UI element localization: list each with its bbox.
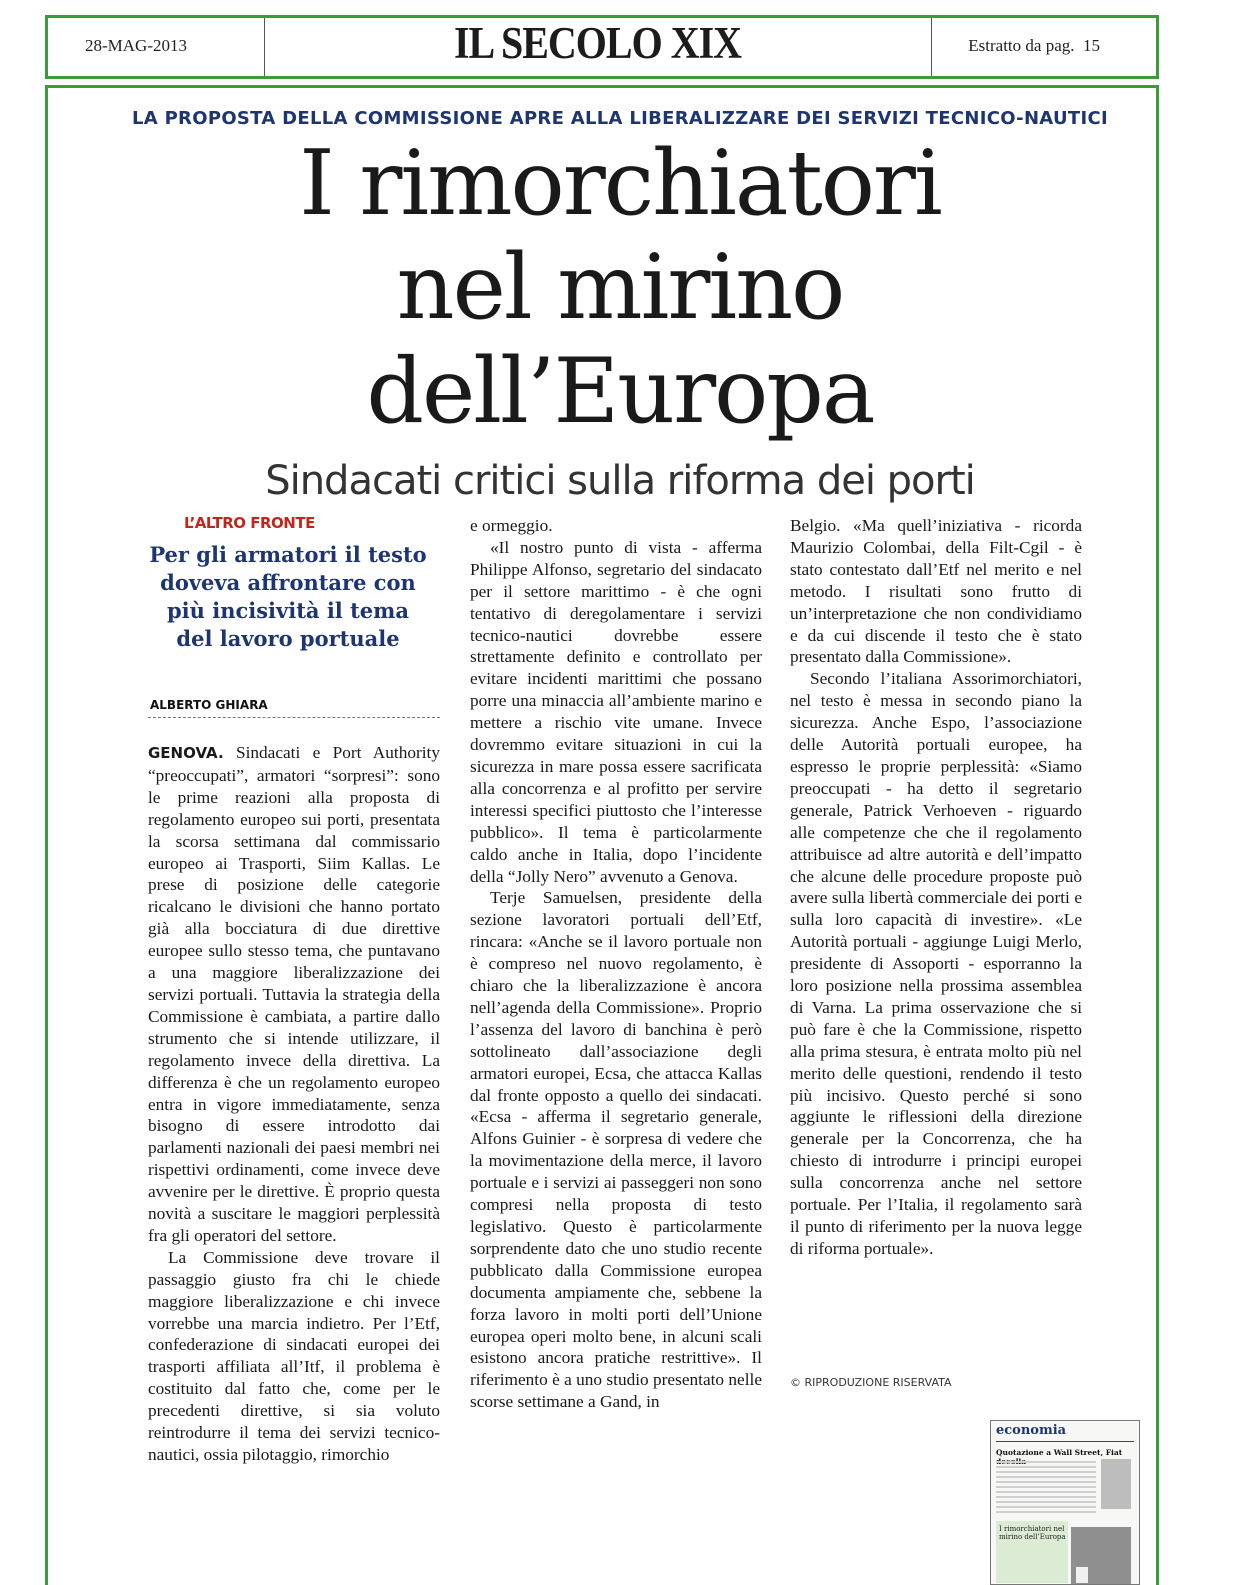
paragraph: e ormeggio. xyxy=(470,516,553,535)
paragraph: Secondo l’italiana Assorimorchiatori, nel testo è messa in secondo piano la sicurezza. Anche Espo, l’associazione delle Autorità portuali europee, ha espresso le proprie perplessità: «Siamo preoccupati - ha detto il segretario generale, Patrick Verhoeven - riguardo alle competenze che che il regolamento attribuisce ad altre autorità e dell’impatto che alcune delle procedure proposte può avere sulla libertà commerciale dei porti e sulla loro capacità di investire». «Le Autorità portuali - aggiunge Luigi Merlo, presidente di Assoporti - esporranno la loro posizione nella prossima assemblea di Varna. La prima osservazione che si può fare è che la Commissione, rispetto alla prima stesura, è entrata molto più nel merito delle questioni, rendendo il testo più incisivo. Questo perché si sono aggiunte le riflessioni della direzione generale per la Concorrenza, che ha chiesto di introdurre i principi europei sulla concorrenza anche nel settore portuale. Per l’Italia, il regolamento sarà il punto di riferimento per la nuova legge di riforma portuale». xyxy=(790,669,1082,1258)
article-column-2 xyxy=(470,515,762,1413)
paragraph: Belgio. «Ma quell’iniziativa - ricorda Maurizio Colombai, della Filt-Cgil - è stato contestato dall’Etf nel merito e nel metodo. I risultati sono frutto di un’interpretazione che non condividiamo e da cui discende il testo che è stato presentato dalla Commissione». xyxy=(790,516,1082,667)
thumbnail-rule xyxy=(996,1441,1134,1442)
thumbnail-article-title: I rimorchiatori nel mirino dell’Europa xyxy=(999,1525,1066,1541)
dateline: GENOVA. xyxy=(148,744,224,762)
paragraph-text: Sindacati e Port Authority “preoccupati”, armatori “sorpresi”: sono le prime reazioni alla proposta di regolamento europeo sui porti, presentata la scorsa settimana dal commissario europeo ai Trasporti, Siim Kallas. Le prese di posizione delle categorie ricalcano le divisioni che hanno portato già alla bocciatura di due direttive europee sullo stesso tema, che puntavano a una maggiore liberalizzazione dei servizi portuali. Tuttavia la strategia della Commissione è cambiata, a partire dallo strumento che si intende utilizzare, il regolamento invece della direttiva. La differenza è che un regolamento europeo entra in vigore immediatamente, senza bisogno di essere introdotto dai parlamenti nazionali dei paesi membri nei rispettivi ordinamenti, come invece deve avvenire per le direttive. È proprio questa novità a suscitare le maggiori perplessità fra gli operatori del settore. xyxy=(148,743,440,1245)
header-bar xyxy=(45,15,1159,79)
byline-divider xyxy=(148,717,440,718)
thumbnail-photo xyxy=(1071,1527,1131,1585)
paragraph: La Commissione deve trovare il passaggio giusto fra chi le chiede maggiore liberalizzazione e chi invece vorrebbe una marcia indietro. Per l’Etf, confederazione di sindacati europei dei trasporti affiliata all’Itf, il problema è costituito dal fatto che, come per le precedenti direttive, si sia voluto reintrodurre il tema dei servizi tecnico-nautici, ossia pilotaggio, rimorchio xyxy=(148,1247,440,1464)
copyright-notice: © RIPRODUZIONE RISERVATA xyxy=(790,1376,952,1389)
article-headline xyxy=(0,132,1240,444)
thumbnail-photo xyxy=(1101,1459,1131,1509)
newspaper-masthead: IL SECOLO XIX xyxy=(453,16,742,69)
thumbnail-text-lines xyxy=(996,1461,1096,1516)
article-kicker: LA PROPOSTA DELLA COMMISSIONE APRE ALLA LIBERALIZZARE DEI SERVIZI TECNICO-NAUTICI xyxy=(132,108,1108,129)
page-extract-info xyxy=(968,36,1100,56)
article-subheadline: Sindacati critici sulla riforma dei porti xyxy=(265,458,975,504)
thumbnail-headline: Quotazione a Wall Street, Fiat xyxy=(996,1448,1123,1457)
thumbnail-masthead: economia xyxy=(996,1423,1067,1438)
sidebar-kicker: L’ALTRO FRONTE xyxy=(184,514,315,532)
sidebar-title: Per gli armatori il testo doveva affrontare con più incisività il tema del lavoro portuale xyxy=(149,542,427,651)
page-thumbnail xyxy=(990,1420,1140,1585)
paragraph: Terje Samuelsen, presidente della sezione lavoratori portuali dell’Etf, rincara: «Anche se il lavoro portuale non è compreso nel nuovo regolamento, è chiaro che la liberalizzazione è ancora nell’agenda della Commissione». Proprio l’assenza del lavoro di banchina è però sottolineato dall’associazione degli armatori europei, Ecsa, che attacca Kallas dal fronte opposto a quello dei sindacati. «Ecsa - afferma il segretario generale, Alfons Guinier - è sorpresa di vedere che la movimentazione della merce, il lavoro portuale e i servizi ai passeggeri non sono compresi nella proposta di testo legislativo. Questo è particolarmente sorprendente dato che uno studio recente pubblicato dalla Commissione europea documenta ampiamente che, sebbene la forza lavoro in molti porti dell’Unione europea operi molto bene, in alcuni scali esistono ancora pratiche restrittive». Il riferimento è a uno studio presentato nelle scorse settimane a Gand, in xyxy=(470,888,762,1412)
author-byline: ALBERTO GHIARA xyxy=(150,698,268,712)
publication-date: 28-MAG-2013 xyxy=(85,36,187,55)
headline-line: nel mirino xyxy=(396,235,844,340)
header-divider-right xyxy=(931,18,932,76)
page-number: 15 xyxy=(1083,36,1100,55)
article-column-3 xyxy=(790,515,1082,1260)
headline-line: dell’Europa xyxy=(366,339,874,444)
article-column-1 xyxy=(148,742,440,1466)
headline-line: I rimorchiatori xyxy=(299,131,941,236)
paragraph xyxy=(148,742,440,1247)
paragraph: «Il nostro punto di vista - afferma Philippe Alfonso, segretario del sindacato per il settore marittimo - è che ogni tentativo di deregolamentare i servizi tecnico-nautici dovrebbe essere strettamente definito e controllato per evitare incidenti marittimi che possano porre una minaccia all’ambiente marino e mettere a rischio vite umane. Invece dovremmo evitare situazioni in cui la sicurezza in mare possa essere sacrificata alla concorrenza e al profitto per servire interessi specifici piuttosto che l’interesse pubblico». Il tema è particolarmente caldo anche in Italia, dopo l’incidente della “Jolly Nero” avvenuto a Genova. xyxy=(470,537,762,886)
extract-label: Estratto da pag. xyxy=(968,36,1075,55)
